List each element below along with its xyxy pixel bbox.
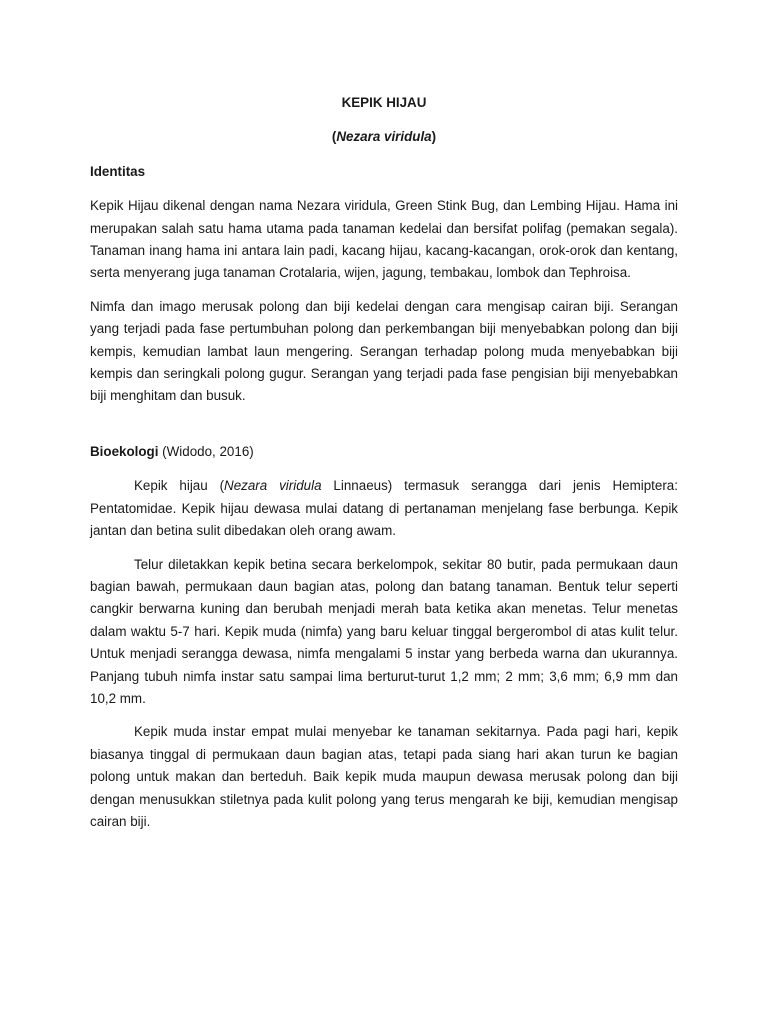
bioekologi-p1-start: Kepik hijau (	[134, 478, 225, 494]
subtitle-species-name: Nezara viridula	[336, 129, 432, 145]
subtitle-close-paren: )	[431, 129, 437, 145]
bioekologi-heading	[90, 441, 678, 463]
bioekologi-citation: (Widodo, 2016)	[158, 443, 254, 459]
bioekologi-paragraph-3: Kepik muda instar empat mulai menyebar ke tanaman sekitarnya. Pada pagi hari, kepik biasanya tinggal di permukaan daun bagian atas, tetapi pada siang hari akan turun ke bagian polong untuk makan dan berteduh. Baik kepik muda maupun dewasa merusak polong dan biji dengan menusukkan stiletnya pada kulit polong yang terus mengarah ke biji, kemudian mengisap cairan biji.	[90, 724, 678, 829]
identitas-paragraph-1: Kepik Hijau dikenal dengan nama Nezara viridula, Green Stink Bug, dan Lembing Hijau. Hama ini merupakan salah satu hama utama pada tanaman kedelai dan bersifat polifag (pemakan segala). Tanaman inang hama ini antara lain padi, kacang hijau, kacang-kacangan, orok-orok dan kentang, serta menyerang juga tanaman Crotalaria, wijen, jagung, tembakau, lombok dan Tephroisa.	[90, 198, 678, 281]
bioekologi-p1-species: Nezara viridula	[224, 478, 322, 494]
section-spacer	[90, 419, 678, 441]
subtitle-open-paren: (	[331, 129, 337, 145]
identitas-heading: Identitas	[90, 163, 146, 179]
bioekologi-p1-end: Linnaeus) termasuk serangga dari jenis Hemiptera: Pentatomidae. Kepik hijau dewasa mulai datang di pertanaman menjelang fase berbunga. Kepik jantan dan betina sulit dibedakan oleh orang awam.	[90, 478, 678, 539]
bioekologi-paragraph-2: Telur diletakkan kepik betina secara berkelompok, sekitar 80 butir, pada permukaan daun bagian bawah, permukaan daun bagian atas, polong dan batang tanaman. Bentuk telur seperti cangkir berwarna kuning dan berubah menjadi merah bata ketika akan menetas. Telur menetas dalam waktu 5-7 hari. Kepik muda (nimfa) yang baru keluar tinggal bergerombol di atas kulit telur. Untuk menjadi serangga dewasa, nimfa mengalami 5 instar yang berbeda warna dan ukurannya. Panjang tubuh nimfa instar satu sampai lima berturut-turut 1,2 mm; 2 mm; 3,6 mm; 6,9 mm dan 10,2 mm.	[90, 556, 678, 706]
document-content	[90, 92, 678, 844]
document-title: KEPIK HIJAU	[341, 95, 427, 110]
document-subtitle	[90, 126, 678, 148]
identitas-paragraph-2: Nimfa dan imago merusak polong dan biji kedelai dengan cara mengisap cairan biji. Serangan yang terjadi pada fase pertumbuhan polong dan perkembangan biji menyebabkan polong dan biji kempis, kemudian lambat laun mengering. Serangan terhadap polong muda menyebabkan biji kempis dan seringkali polong gugur. Serangan yang terjadi pada fase pengisian biji menyebabkan biji menghitam dan busuk.	[90, 298, 678, 404]
bioekologi-paragraph-1	[90, 475, 678, 542]
bioekologi-heading-label: Bioekologi	[90, 443, 159, 459]
